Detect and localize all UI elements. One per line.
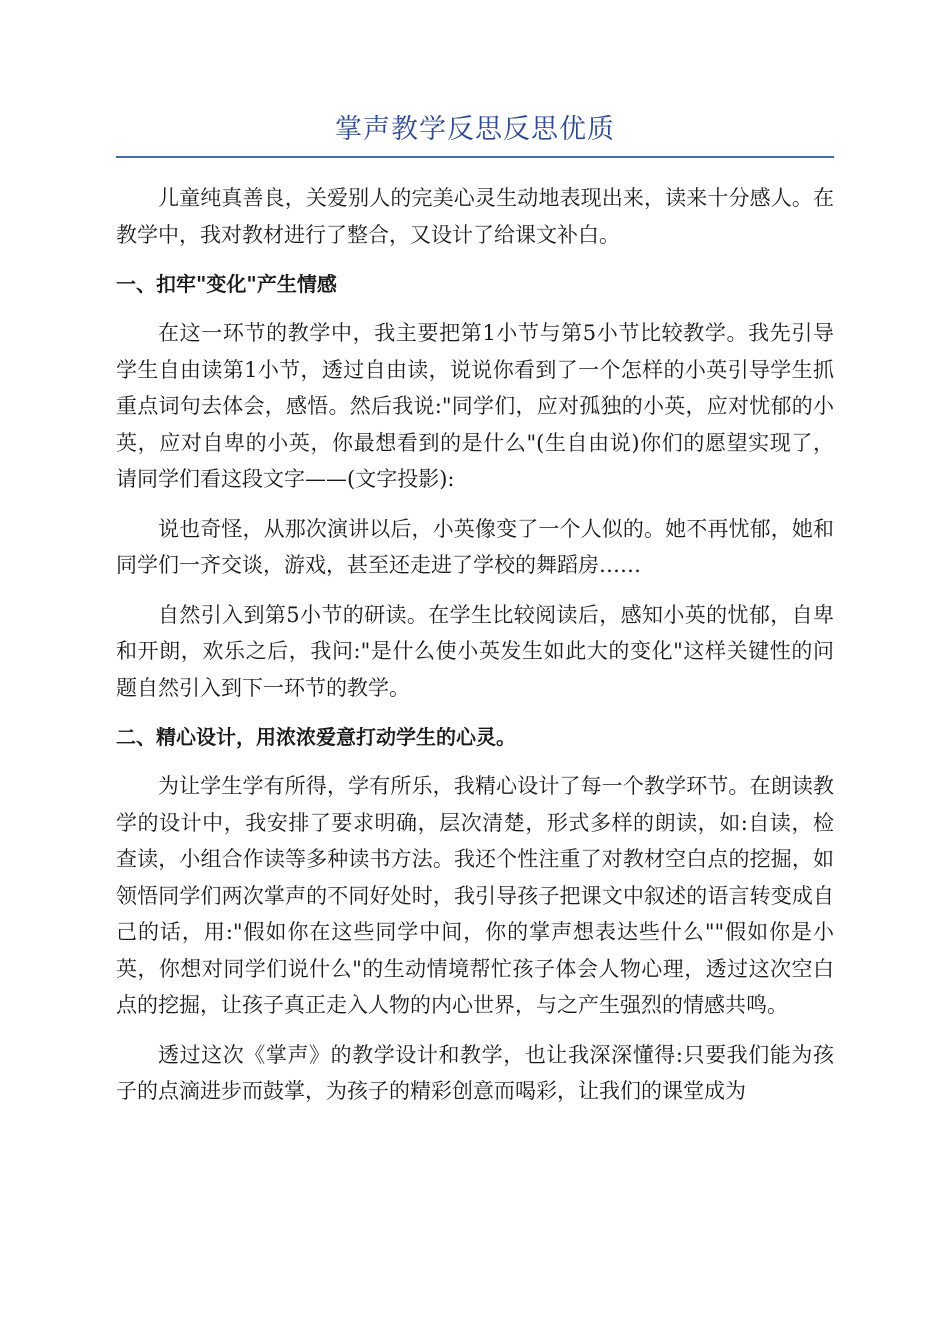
document-title: 掌声教学反思反思优质 [335, 114, 615, 145]
section-heading-1: 一、扣牢"变化"产生情感 [116, 272, 337, 296]
document-page [116, 108, 834, 1110]
paragraph-intro: 儿童纯真善良，关爱别人的完美心灵生动地表现出来，读来十分感人。在教学中，我对教材进行了整合，又设计了给课文补白。 [116, 186, 834, 247]
paragraph-section1-b: 自然引入到第5小节的研读。在学生比较阅读后，感知小英的忧郁，自卑和开朗，欢乐之后，我问:"是什么使小英发生如此大的变化"这样关键性的问题自然引入到下一环节的教学。 [116, 602, 834, 700]
paragraph-section1-a: 在这一环节的教学中，我主要把第1小节与第5小节比较教学。我先引导学生自由读第1小节，透过自由读，说说你看到了一个怎样的小英引导学生抓重点词句去体会，感悟。然后我说:"同学们，应对孤独的小英，应对忧郁的小英，应对自卑的小英，你最想看到的是什么"(生自由说)你们的愿望实现了，请同学们看这段文字——(文字投影): [116, 321, 834, 491]
section-heading-2: 二、精心设计，用浓浓爱意打动学生的心灵。 [116, 725, 516, 749]
paragraph-section1-quote: 说也奇怪，从那次演讲以后，小英像变了一个人似的。她不再忧郁，她和同学们一齐交谈，游戏，甚至还走进了学校的舞蹈房…… [116, 516, 834, 577]
paragraph-section2-a: 为让学生学有所得，学有所乐，我精心设计了每一个教学环节。在朗读教学的设计中，我安排了要求明确，层次清楚，形式多样的朗读，如:自读，检查读，小组合作读等多种读书方法。我还个性注重了对教材空白点的挖掘，如领悟同学们两次掌声的不同好处时，我引导孩子把课文中叙述的语言转变成自己的话，用:"假如你在这些同学中间，你的掌声想表达些什么""假如你是小英，你想对同学们说什么"的生动情境帮忙孩子体会人物心理，透过这次空白点的挖掘，让孩子真正走入人物的内心世界，与之产生强烈的情感共鸣。 [116, 774, 834, 1017]
paragraph-section2-b: 透过这次《掌声》的教学设计和教学，也让我深深懂得:只要我们能为孩子的点滴进步而鼓掌，为孩子的精彩创意而喝彩，让我们的课堂成为 [116, 1042, 834, 1103]
